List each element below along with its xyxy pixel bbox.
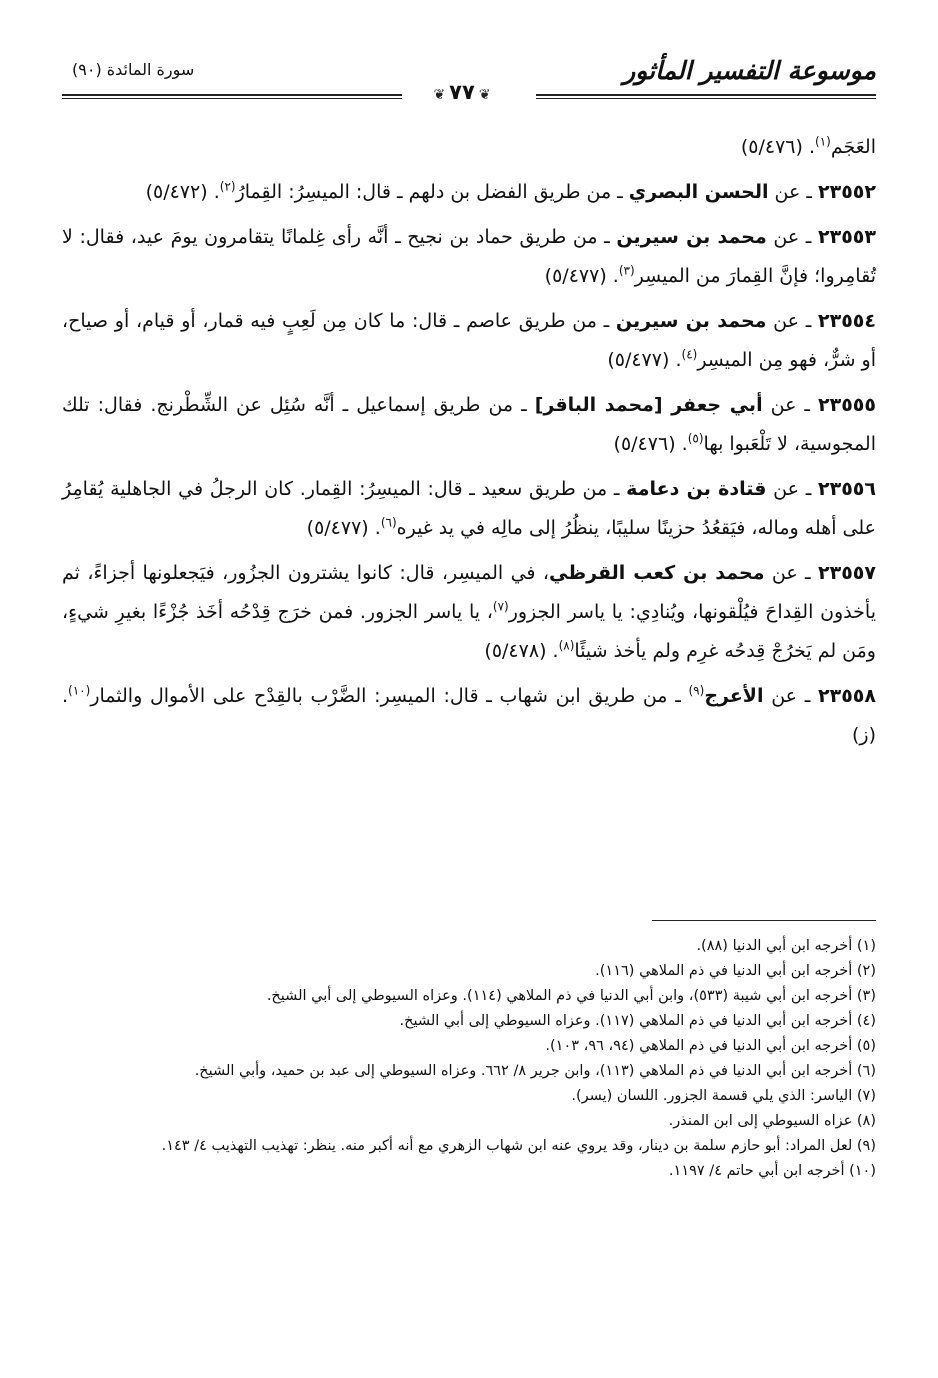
footnote: (٧) الياسر: الذي يلي قسمة الجزور. اللسان (يسر). xyxy=(571,1088,876,1104)
footnote: (٢) أخرجه ابن أبي الدنيا في ذم الملاهي (١١٦). xyxy=(595,963,876,979)
footnote: (١٠) أخرجه ابن أبي حاتم ٤/ ١١٩٧. xyxy=(668,1163,876,1179)
entry-number: ٢٣٥٥٨ xyxy=(818,685,876,707)
source-ref: (٥/٤٧٧) xyxy=(607,349,670,371)
page-number: ٧٧ xyxy=(449,80,475,104)
source-ref: (٥/٤٧٨) xyxy=(484,640,547,662)
source-ref: (٥/٤٧٢) xyxy=(145,181,208,203)
narrator: محمد بن سيرين xyxy=(616,226,767,248)
source-ref: (٥/٤٧٧) xyxy=(544,265,607,287)
entry-23555: ٢٣٥٥٥ ـ عن أبي جعفر [محمد الباقر] ـ من طريق إسماعيل ـ أنَّه سُئِل عن الشِّطْرنج. فقال: تلك المجوسية، لا تَلْعَبوا بها$^{(٥)}$. (٥/٤٧٦) xyxy=(62,394,876,455)
footnote: (٩) لعل المراد: أبو حازم سلمة بن دينار، وقد يروي عنه ابن شهاب الزهري مع أنه أكبر منه. ينظر: تهذيب التهذيب ٤/ ١٤٣. xyxy=(161,1138,876,1154)
footnote-separator xyxy=(652,920,876,921)
series-title: موسوعة التفسير المأثور xyxy=(623,56,876,85)
entry-23553: ٢٣٥٥٣ ـ عن محمد بن سيرين ـ من طريق حماد بن نجيح ـ أنَّه رأى غِلمانًا يتقامرون يومَ عيد، فقال: لا تُقامِروا؛ فإنَّ القِمارَ من الميسِر$^{(٣)}$. (٥/٤٧٧) xyxy=(62,226,876,287)
footnote: (٦) أخرجه ابن أبي الدنيا في ذم الملاهي (١١٣)، وابن جرير ٨/ ٦٦٢. وعزاه السيوطي إلى عبد بن حميد، وأبي الشيخ. xyxy=(194,1063,876,1079)
entry-23558: ٢٣٥٥٨ ـ عن الأعرج$^{(٩)}$ ـ من طريق ابن شهاب ـ قال: الميسِر: الضَّرْب بالقِدْح على الأموال والثمار$^{(١٠)}$. (ز) xyxy=(62,683,876,746)
narrator: قتادة بن دعامة xyxy=(626,478,767,500)
footnote: (٤) أخرجه ابن أبي الدنيا في ذم الملاهي (١١٧). وعزاه السيوطي إلى أبي الشيخ. xyxy=(399,1013,876,1029)
entry-23557: ٢٣٥٥٧ ـ عن محمد بن كعب القرظي، في الميسِر، قال: كانوا يشترون الجزُور، فيَجعلونها أجزاءً، ثم يأخذون القِداحَ فيُلْقونها، ويُنادِي: يا ياسر الجزور$^{(٧)}$، يا ياسر الجزور. فمن خرَج قِدْحُه أخَذ جُزْءًا بغيرِ شيءٍ، ومَن لم يَخرُجْ قِدحُه غرِم ولم يأخذ شيئًا$^{(٨)}$. (٥/٤٧٨) xyxy=(62,562,876,662)
entry-23552: ٢٣٥٥٢ ـ عن الحسن البصري ـ من طريق الفضل بن دلهم ـ قال: الميسِرُ: القِمارُ$^{(٢)}$. (٥/٤٧٢) xyxy=(145,179,876,203)
entry-number: ٢٣٥٥٢ xyxy=(818,181,876,203)
source-ref: (٥/٤٧٦) xyxy=(740,136,803,158)
ornament-icon: ❦ xyxy=(433,86,446,103)
entry-number: ٢٣٥٥٤ xyxy=(818,310,876,332)
source-ref: (ز) xyxy=(851,724,876,746)
entry-number: ٢٣٥٥٧ xyxy=(818,562,876,584)
ornament-icon: ❦ xyxy=(478,86,491,103)
source-ref: (٥/٤٧٦) xyxy=(613,433,676,455)
page-number-box xyxy=(402,80,522,106)
entry-continuation: العَجَم$^{(١)}$. (٥/٤٧٦) xyxy=(740,134,876,158)
narrator: محمد بن كعب القرظي xyxy=(549,562,765,584)
narrator: الحسن البصري xyxy=(628,181,769,203)
surah-label: سورة المائدة (٩٠) xyxy=(72,60,195,79)
footnote: (٨) عزاه السيوطي إلى ابن المنذر. xyxy=(668,1113,876,1129)
narrator: الأعرج xyxy=(704,685,764,707)
narrator: أبي جعفر [محمد الباقر] xyxy=(534,394,763,416)
footnotes xyxy=(62,934,876,1184)
narrator: محمد بن سيرين xyxy=(615,310,767,332)
footnote: (٥) أخرجه ابن أبي الدنيا في ذم الملاهي (٩٤، ٩٦، ١٠٣). xyxy=(545,1038,876,1054)
footnote: (١) أخرجه ابن أبي الدنيا (٨٨). xyxy=(696,938,876,954)
footnote: (٣) أخرجه ابن أبي شيبة (٥٣٣)، وابن أبي الدنيا في ذم الملاهي (١١٤). وعزاه السيوطي إلى أبي الشيخ. xyxy=(266,988,876,1004)
entry-23556: ٢٣٥٥٦ ـ عن قتادة بن دعامة ـ من طريق سعيد ـ قال: الميسِرُ: القِمار. كان الرجلُ في الجاهلية يُقامِرُ على أهله وماله، فيَقعُدُ حزينًا سليبًا، ينظُرُ إلى مالِه في يد غيره$^{(٦)}$. (٥/٤٧٧) xyxy=(62,478,876,539)
page-header xyxy=(62,52,876,108)
entry-number: ٢٣٥٥٦ xyxy=(818,478,876,500)
main-text xyxy=(62,128,876,761)
source-ref: (٥/٤٧٧) xyxy=(306,517,369,539)
entry-23554: ٢٣٥٥٤ ـ عن محمد بن سيرين ـ من طريق عاصم ـ قال: ما كان مِن لَعِبٍ فيه قمار، أو قيام، أو صياح، أو شرٌّ، فهو مِن الميسِر$^{(٤)}$. (٥/٤٧٧) xyxy=(62,310,876,371)
entry-number: ٢٣٥٥٣ xyxy=(818,226,876,248)
entry-number: ٢٣٥٥٥ xyxy=(818,394,876,416)
